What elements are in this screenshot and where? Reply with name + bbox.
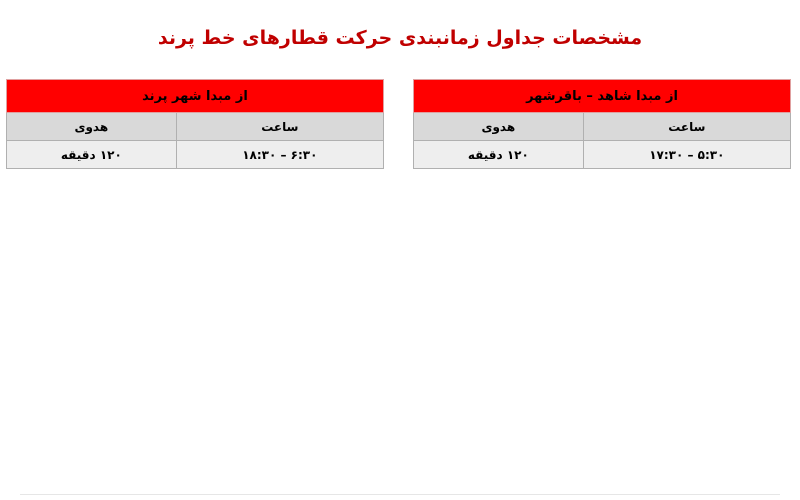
headway-cell: ۱۲۰ دقیقه (414, 141, 584, 169)
column-header-headway: هدوی (414, 113, 584, 141)
table-row (414, 141, 791, 169)
time-range-cell: ۵:۳۰ – ۱۷:۳۰ (583, 141, 790, 169)
footer-divider (20, 494, 780, 495)
schedule-table-shahr-parand (6, 79, 384, 169)
table-header: از مبدا شهر پرند (7, 80, 384, 113)
page-title: مشخصات جداول زمانبندی حرکت قطارهای خط پرند (157, 27, 643, 49)
column-header-time: ساعت (176, 113, 383, 141)
table-header: از مبدا شاهد – باقرشهر (414, 80, 791, 113)
schedule-table-shahed-bagharshahr (413, 79, 791, 169)
column-header-time: ساعت (583, 113, 790, 141)
column-header-headway: هدوی (7, 113, 177, 141)
time-range-cell: ۶:۳۰ – ۱۸:۳۰ (176, 141, 383, 169)
headway-cell: ۱۲۰ دقیقه (7, 141, 177, 169)
table-row (7, 141, 384, 169)
